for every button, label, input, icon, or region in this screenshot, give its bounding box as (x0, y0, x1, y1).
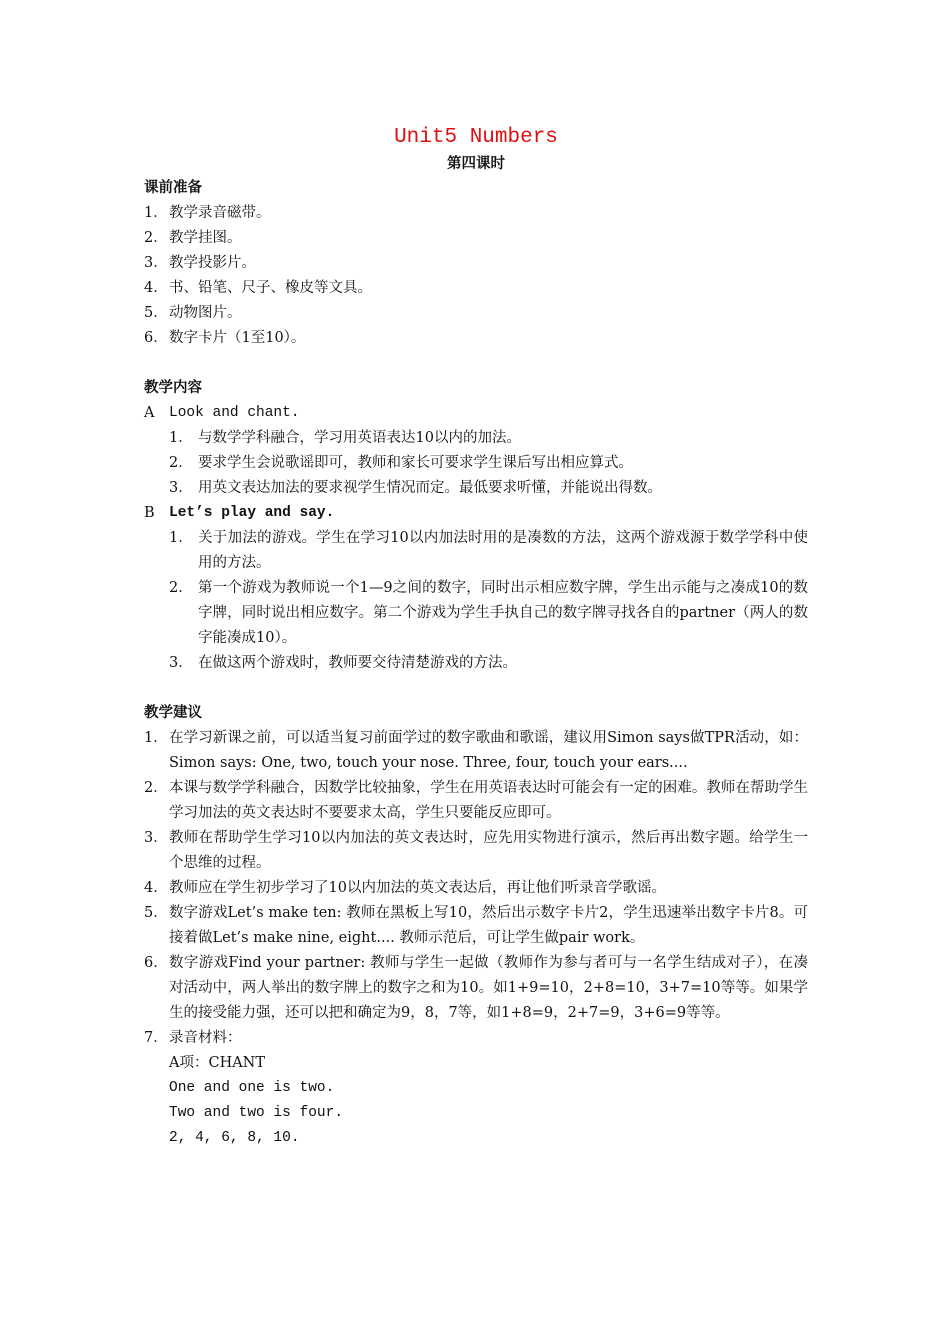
list-item: 6． 数字卡片（1至10）。 (144, 330, 306, 346)
recording-line: Two and two is four. (169, 1105, 344, 1121)
list-item: 3． 用英文表达加法的要求视学生情况而定。最低要求听懂，并能说出得数。 (169, 480, 662, 496)
list-item: 4． 教师应在学生初步学习了10以内加法的英文表达后，再让他们听录音学歌谣。 (144, 880, 666, 896)
section-a-title: A Look and chant. (144, 405, 300, 421)
content-heading: 教学内容 (144, 380, 202, 396)
list-item: 3． 教学投影片。 (144, 255, 256, 271)
list-item: 5． 动物图片。 (144, 305, 242, 321)
list-item: 7． 录音材料： (144, 1030, 242, 1046)
list-item: 1． 与数学学科融合，学习用英语表达10以内的加法。 (169, 430, 521, 446)
prep-heading: 课前准备 (144, 180, 202, 196)
list-item: 4． 书、铅笔、尺子、橡皮等文具。 (144, 280, 372, 296)
list-item: 2． 第一个游戏为教师说一个1—9之间的数字，同时出示相应数字牌，学生出示能与之凑成10的数字牌，同时说出相应数字。第二个游戏为学生手执自己的数字牌寻找各自的partner（两人的数字能凑成10）。 (169, 580, 808, 646)
recording-line: 2, 4, 6, 8, 10. (169, 1130, 300, 1146)
list-item: 2． 教学挂图。 (144, 230, 242, 246)
section-b-title: B Let’s play and say. (144, 505, 335, 521)
list-item: 6． 数字游戏Find your partner: 教师与学生一起做（教师作为参与者可与一名学生结成对子），在凑对活动中，两人举出的数字牌上的数字之和为10。如1+9=10，2+8=10，3+7=10等等。如果学生的接受能力强，还可以把和确定为9，8，7等，如1+8=9，2+7=9，3+6=9等等。 (144, 955, 808, 1021)
list-item: 5． 数字游戏Let’s make ten: 教师在黑板上写10，然后出示数字卡片2，学生迅速举出数字卡片8。可接着做Let’s make nine, eight.... 教师示范后，可让学生做pair work。 (144, 905, 808, 946)
lesson-subtitle: 第四课时 (447, 156, 505, 172)
list-item: 2． 本课与数学学科融合，因数学比较抽象，学生在用英语表达时可能会有一定的困难。教师在帮助学生学习加法的英文表达时不要要求太高，学生只要能反应即可。 (144, 780, 808, 821)
list-item: 3． 教师在帮助学生学习10以内加法的英文表达时，应先用实物进行演示，然后再出数字题。给学生一个思维的过程。 (144, 830, 808, 871)
suggest-heading: 教学建议 (144, 705, 202, 721)
list-item: 1． 在学习新课之前，可以适当复习前面学过的数字歌曲和歌谣，建议用Simon says做TPR活动，如：Simon says: One, two, touch your nose. Three, four, touch your ears.... (144, 730, 808, 771)
document-title: Unit5 Numbers (394, 126, 558, 149)
list-item: 1． 教学录音磁带。 (144, 205, 271, 221)
recording-line: A项：CHANT (169, 1055, 266, 1071)
list-item: 1． 关于加法的游戏。学生在学习10以内加法时用的是凑数的方法，这两个游戏源于数学学科中使用的方法。 (169, 530, 808, 571)
list-item: 3． 在做这两个游戏时，教师要交待清楚游戏的方法。 (169, 655, 517, 671)
list-item: 2． 要求学生会说歌谣即可，教师和家长可要求学生课后写出相应算式。 (169, 455, 633, 471)
document-page (144, 124, 808, 1151)
recording-line: One and one is two. (169, 1080, 335, 1096)
